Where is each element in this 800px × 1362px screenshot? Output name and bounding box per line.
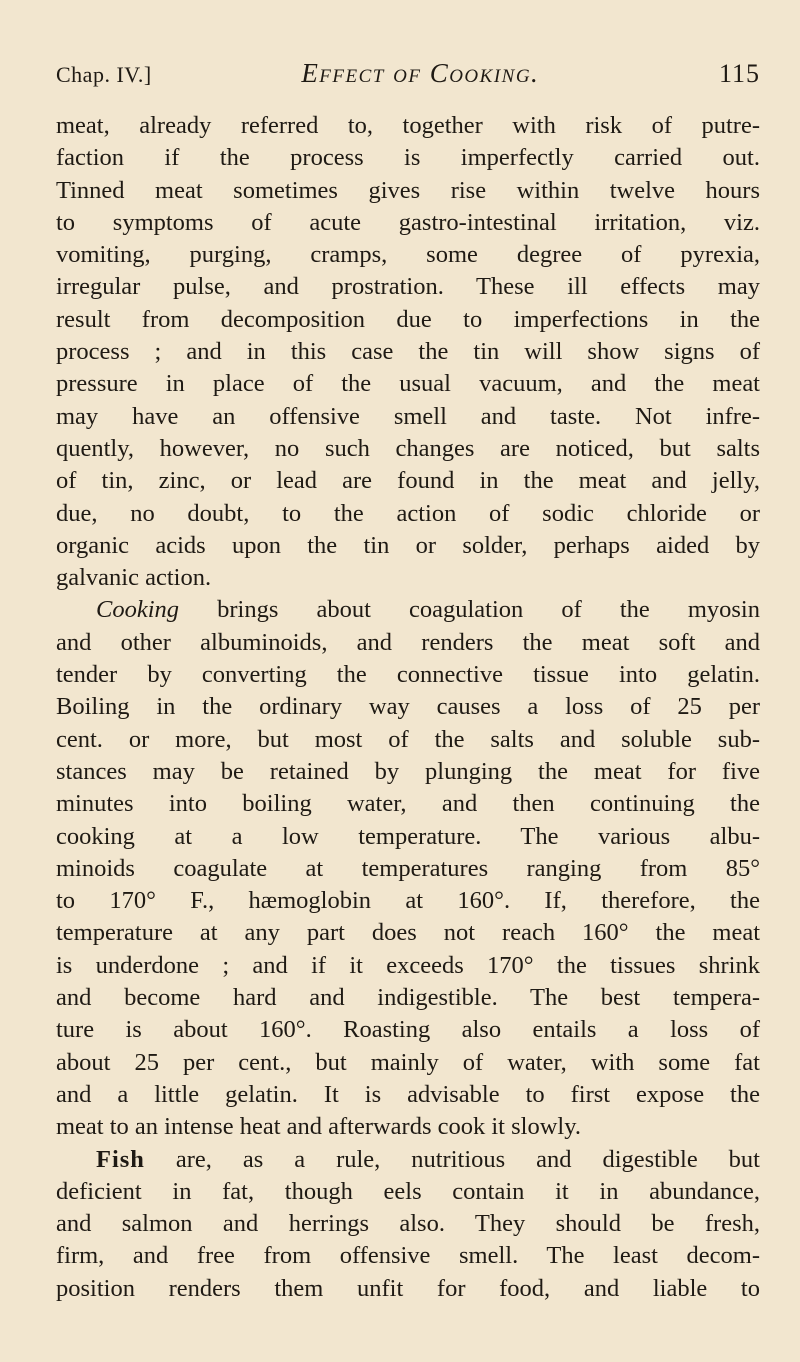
body-text <box>56 110 760 1305</box>
text-line: process ; and in this case the tin will show signs of <box>56 338 760 366</box>
text-line: due, no doubt, to the action of sodic chloride or <box>56 499 760 527</box>
text-line: cent. or more, but most of the salts and soluble sub- <box>56 725 760 753</box>
text-line: and other albuminoids, and renders the meat soft and <box>56 628 760 656</box>
text-line: of tin, zinc, or lead are found in the meat and jelly, <box>56 467 760 495</box>
text-fragment: brings about coagulation of the myosin <box>179 596 760 624</box>
text-line <box>56 1144 760 1176</box>
text-line: firm, and free from offensive smell. The least decom- <box>56 1242 760 1270</box>
running-title: Effect of Cooking. <box>301 58 540 88</box>
text-line: and become hard and indigestible. The best tempera- <box>56 984 760 1012</box>
page-number: 115 <box>718 59 760 88</box>
text-line: meat, already referred to, together with risk of putre- <box>56 112 760 139</box>
text-line: pressure in place of the usual vacuum, and the meat <box>56 370 760 398</box>
text-line: minoids coagulate at temperatures ranging from 85° <box>56 854 760 882</box>
running-header <box>56 58 760 98</box>
text-line: to symptoms of acute gastro-intestinal irritation, viz. <box>56 208 760 236</box>
text-line: organic acids upon the tin or solder, perhaps aided by <box>56 531 760 559</box>
paragraph-tinned-meat <box>56 110 760 594</box>
lead-word-cooking: Cooking <box>96 596 180 624</box>
text-line <box>56 594 760 626</box>
text-line: is underdone ; and if it exceeds 170° the tissues shrink <box>56 951 760 979</box>
text-line: galvanic action. <box>56 564 212 592</box>
paragraph-cooking <box>56 594 760 1143</box>
text-line: may have an offensive smell and taste. Not infre- <box>56 402 760 430</box>
text-line: Tinned meat sometimes gives rise within twelve hours <box>56 176 760 204</box>
text-line: position renders them unfit for food, and liable to <box>56 1274 760 1302</box>
text-line: temperature at any part does not reach 160° the meat <box>56 919 760 947</box>
text-line: minutes into boiling water, and then continuing the <box>56 790 760 818</box>
text-line: result from decomposition due to imperfections in the <box>56 305 760 333</box>
text-line: irregular pulse, and prostration. These ill effects may <box>56 273 760 301</box>
text-line: stances may be retained by plunging the meat for five <box>56 757 760 785</box>
text-line: quently, however, no such changes are noticed, but salts <box>56 434 760 462</box>
chapter-label: Chap. IV.] <box>56 62 152 87</box>
text-line: and salmon and herrings also. They should be fresh, <box>56 1210 760 1238</box>
lead-word-fish: Fish <box>96 1145 145 1173</box>
text-line: tender by converting the connective tissue into gelatin. <box>56 661 760 689</box>
paragraph-fish <box>56 1144 760 1305</box>
text-line: and a little gelatin. It is advisable to first expose the <box>56 1080 760 1108</box>
text-line: deficient in fat, though eels contain it in abundance, <box>56 1177 760 1205</box>
text-line: vomiting, purging, cramps, some degree of pyrexia, <box>56 241 760 269</box>
text-line: ture is about 160°. Roasting also entails a loss of <box>56 1016 760 1044</box>
text-fragment: are, as a rule, nutritious and digestible but <box>144 1145 760 1173</box>
text-line: about 25 per cent., but mainly of water, with some fat <box>56 1048 760 1076</box>
text-line: cooking at a low temperature. The various albu- <box>56 822 760 850</box>
text-line: meat to an intense heat and afterwards cook it slowly. <box>56 1113 581 1141</box>
text-line: faction if the process is imperfectly carried out. <box>56 144 760 172</box>
text-line: to 170° F., hæmoglobin at 160°. If, therefore, the <box>56 887 760 915</box>
text-line: Boiling in the ordinary way causes a loss of 25 per <box>56 693 760 721</box>
